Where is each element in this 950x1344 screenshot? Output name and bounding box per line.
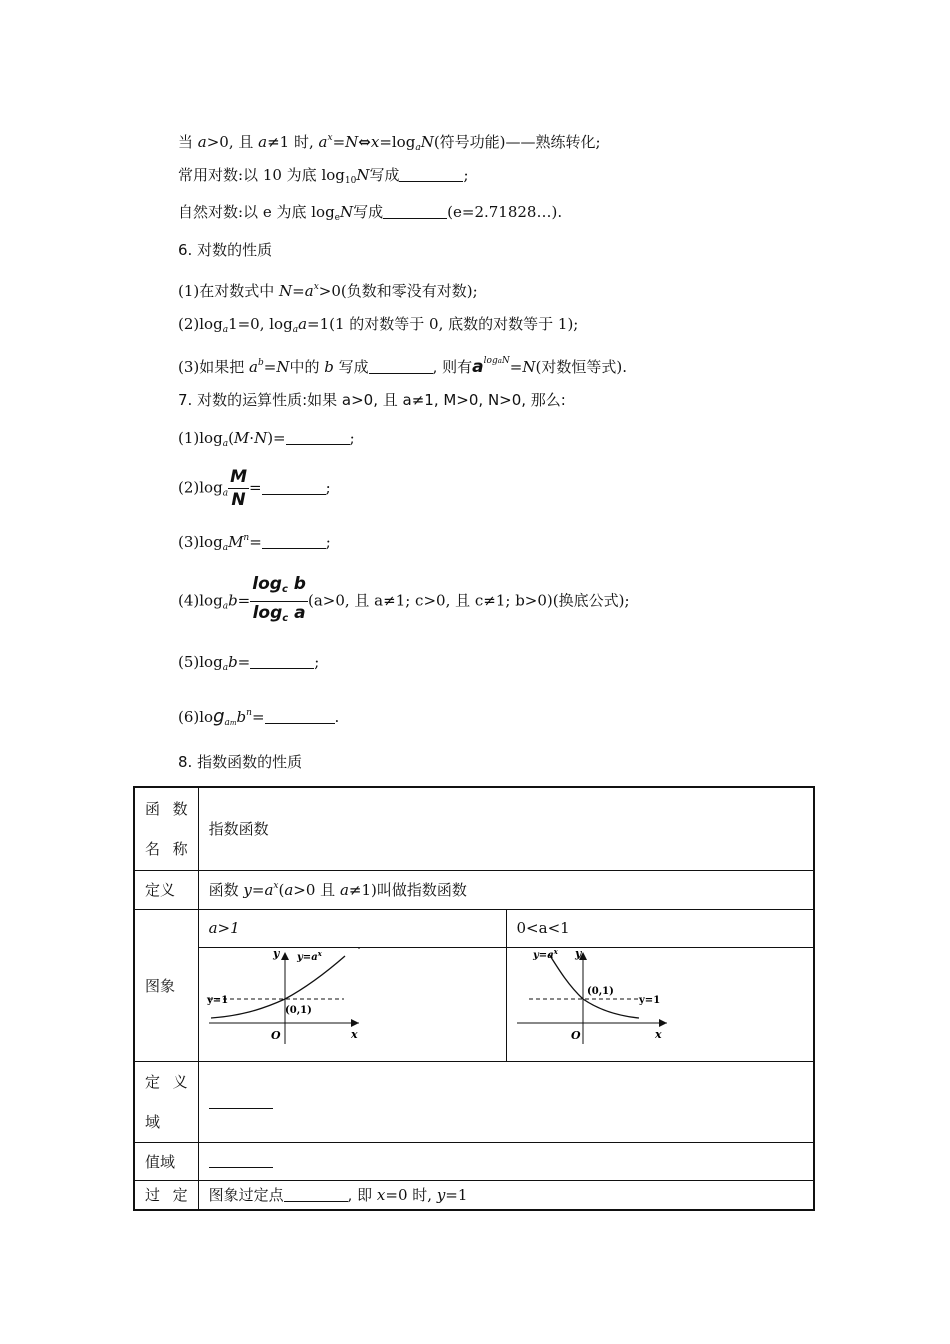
y-axis-label: y	[272, 948, 279, 960]
row-value-domain	[198, 1061, 814, 1142]
row-label-fixed-point: 过定	[134, 1180, 198, 1210]
table-row	[134, 909, 814, 947]
point-label: (0,1)	[586, 986, 614, 997]
y-axis-arrow	[281, 952, 289, 960]
exponential-function-table	[133, 786, 815, 1211]
property-2: $(2)\log_a1=0$, $\log_aa=1(1$ 的对数等于 0, 底数的对数等于 1);	[178, 315, 579, 335]
rule-4-change-of-base: $(4)\log_ab=$ $\frac{\text{logc b}}{\text{logc a}}$ (a>0, 且 a≠1; c>0, 且 c≠1; b>0)(换底公式);	[178, 573, 630, 630]
rule-6: $(6)\log_{am}b^n=$ .	[178, 706, 340, 728]
line-label: y=1	[638, 995, 660, 1006]
graph-cell-a-greater-1	[198, 947, 506, 1061]
row-label-name: 函数名称	[134, 787, 198, 870]
section-heading-7: 7. 对数的运算性质:如果 a>0, 且 a≠1, M>0, N>0, 那么:	[178, 391, 566, 409]
fraction-m-over-n: $\frac{M}{N}$	[230, 467, 247, 510]
row-value-range	[198, 1142, 814, 1180]
y-axis-label: y	[574, 948, 581, 960]
rule-5: $(5)\log_ab=$ ;	[178, 653, 320, 673]
table-row	[134, 870, 814, 909]
answer-blank	[262, 534, 326, 549]
section-heading-6: 6. 对数的性质	[178, 241, 273, 259]
curve-label: $y=a^x$	[532, 948, 558, 961]
x-axis-arrow	[659, 1019, 667, 1027]
fraction-change-of-base: $\frac{\text{logc b}}{\text{logc a}}$	[252, 574, 306, 624]
x-axis-arrow	[351, 1019, 359, 1027]
answer-blank	[284, 1187, 348, 1202]
row-label-graph: 图象	[134, 909, 198, 1061]
graph-cell-a-between-0-1	[506, 947, 814, 1061]
row-value-name: 指数函数	[198, 787, 814, 870]
answer-blank	[399, 167, 463, 182]
answer-blank	[262, 480, 326, 495]
x-axis-label: x	[350, 1028, 358, 1041]
common-logarithm-line: 常用对数:以 10 为底 $\log_{10}N$写成 ;	[178, 166, 469, 186]
origin-label: O	[270, 1029, 281, 1042]
property-1: (1)在对数式中 $N=a^x>0$(负数和零没有对数);	[178, 282, 478, 300]
point-label: (0,1)	[284, 1005, 312, 1016]
answer-blank	[286, 430, 350, 445]
graph-increasing-exponential	[199, 948, 505, 1060]
rule-3: $(3)\log_aM^n=$ ;	[178, 533, 331, 553]
line-label: y=1	[206, 995, 228, 1006]
answer-blank	[383, 204, 447, 219]
table-row	[134, 1142, 814, 1180]
curve-increasing	[211, 956, 345, 1018]
table-row	[134, 947, 814, 1061]
answer-blank	[250, 654, 314, 669]
table-row	[134, 1061, 814, 1142]
answer-blank	[369, 359, 433, 374]
graph-decreasing-exponential	[507, 948, 813, 1060]
row-value-definition: 函数 $y=a^x(a>0$ 且 a≠1)叫做指数函数	[198, 870, 814, 909]
property-3: (3)如果把 $a^b=N$中的 b 写成 , 则有$a^{logaN}=N$(对数恒等式).	[178, 356, 627, 377]
statement-exp-log-conversion: 当 a>0, 且 a≠1 时, $a^x=N\Leftrightarrow x=\log_aN$(符号功能)——熟练转化;	[178, 133, 601, 153]
answer-blank	[265, 709, 335, 724]
table-row	[134, 1180, 814, 1210]
section-heading-8: 8. 指数函数的性质	[178, 753, 303, 771]
natural-logarithm-line: 自然对数:以 e 为底 $\log_eN$写成 (e=2.71828…).	[178, 203, 563, 223]
table-row	[134, 787, 814, 870]
case-a-greater-1: a>1	[198, 909, 506, 947]
origin-label: O	[570, 1029, 581, 1042]
answer-blank	[209, 1094, 273, 1109]
row-label-domain: 定义域	[134, 1061, 198, 1142]
row-label-range: 值域	[134, 1142, 198, 1180]
answer-blank	[209, 1153, 273, 1168]
rule-2: $(2)\log_a$ $\frac{M}{N}$ = ;	[178, 467, 331, 510]
case-a-between-0-1: 0<a<1	[506, 909, 814, 947]
rule-1: $(1)\log_a(M\cdot N)=$ ;	[178, 429, 355, 449]
x-axis-label: x	[654, 1028, 662, 1041]
row-label-definition: 定义	[134, 870, 198, 909]
curve-label: $y=a^x$	[296, 949, 322, 963]
row-value-fixed-point: 图象过定点 , 即 x=0 时, y=1	[198, 1180, 814, 1210]
